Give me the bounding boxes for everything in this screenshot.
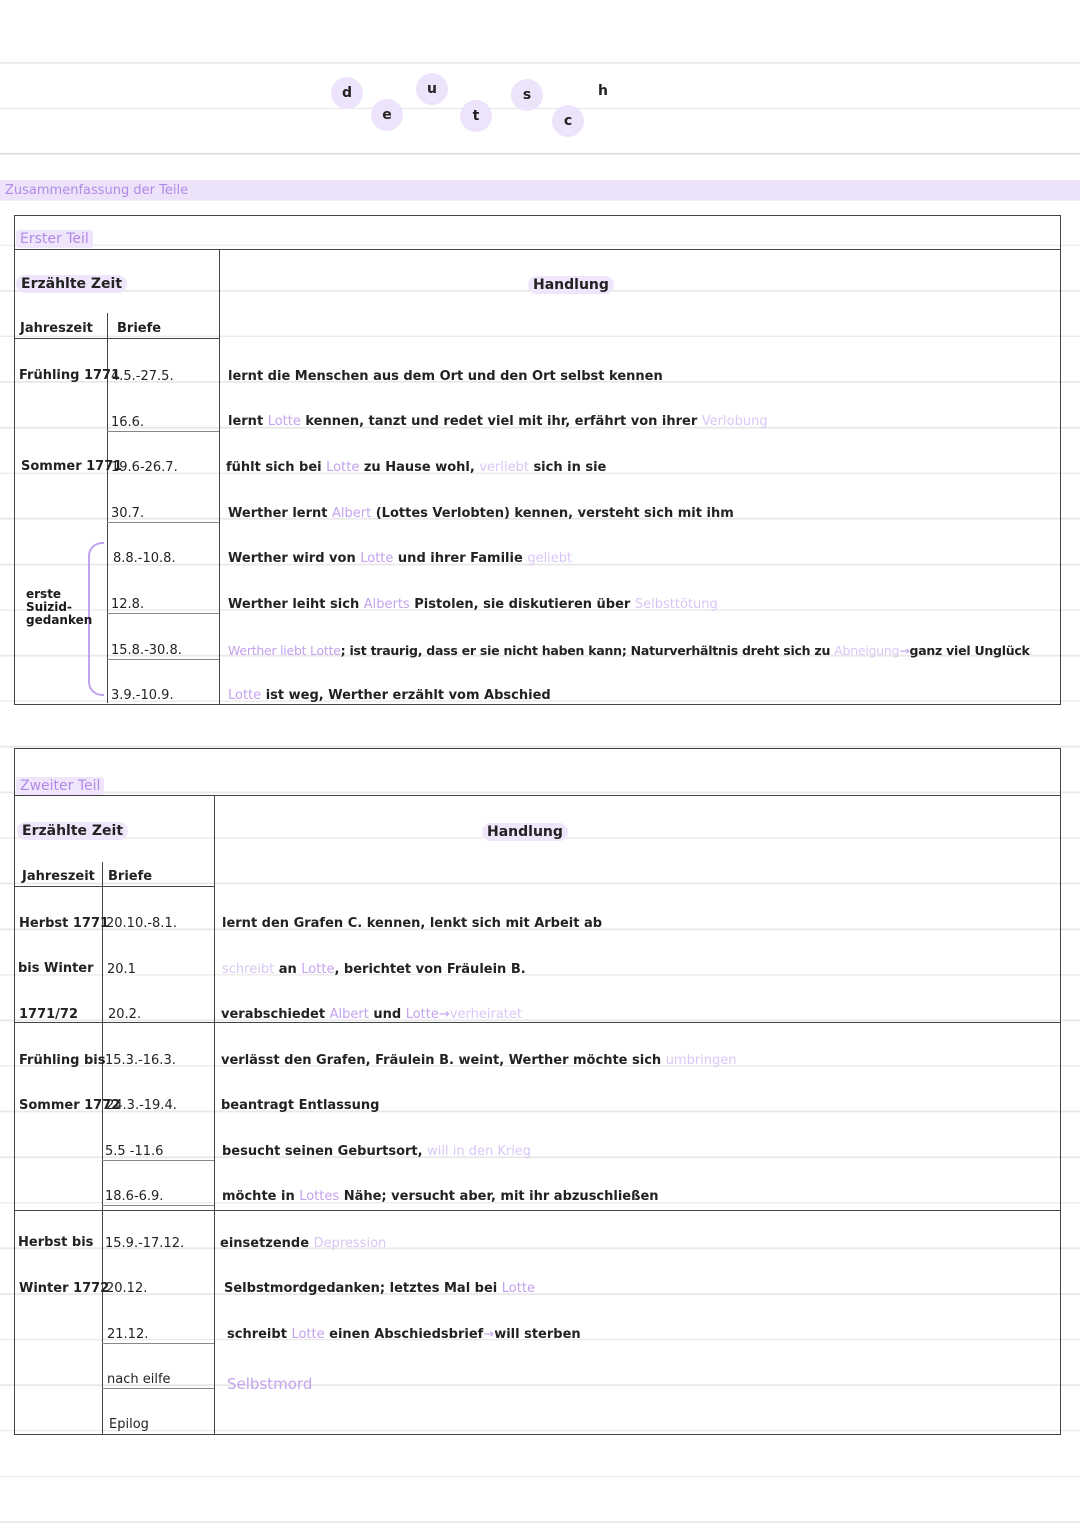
action-highlight: Lottes xyxy=(299,1189,340,1204)
action-highlight: Lotte xyxy=(291,1327,325,1342)
action-text: an xyxy=(274,962,302,977)
action-text: verlässt den Grafen, Fräulein B. weint, Werther möchte sich xyxy=(221,1053,666,1068)
part1-row-action xyxy=(228,643,1030,658)
action-text: , berichtet von Fräulein B. xyxy=(334,962,526,977)
part2-season: Herbst 1771 xyxy=(19,916,110,931)
part2-row-action xyxy=(221,1098,379,1113)
summary-banner-label: Zusammenfassung der Teile xyxy=(5,183,189,198)
part2-row-action xyxy=(221,1007,522,1022)
action-text: einsetzende xyxy=(220,1236,314,1251)
part1-row-action xyxy=(228,597,718,612)
suicide-thoughts-note xyxy=(26,588,92,627)
action-text: und ihrer Familie xyxy=(393,551,528,566)
action-text: kennen, tanzt und redet viel mit ihr, erfährt von ihrer xyxy=(300,414,702,429)
part2-date-rule xyxy=(102,1388,214,1389)
action-highlight: Werther liebt Lotte xyxy=(228,643,341,658)
part2-row-date: Epilog xyxy=(109,1417,149,1432)
part1-row-date: 16.6. xyxy=(111,415,145,430)
action-text: Selbstmordgedanken; letztes Mal bei xyxy=(224,1281,502,1296)
action-highlight: Depression xyxy=(313,1236,387,1251)
action-highlight: Verlobung xyxy=(701,414,768,429)
action-highlight: Albert xyxy=(332,506,372,521)
part2-group-line xyxy=(14,1022,1060,1023)
part2-col-season: Jahreszeit xyxy=(22,869,95,884)
part1-right-header: Handlung xyxy=(528,276,614,294)
part2-right-header: Handlung xyxy=(482,823,568,841)
part2-row-action xyxy=(227,1375,312,1393)
part2-row-date: 20.10.-8.1. xyxy=(106,916,177,931)
part1-row-action xyxy=(228,506,734,521)
part1-row-action xyxy=(228,551,572,566)
action-highlight: Lotte xyxy=(360,551,394,566)
part1-date-rule xyxy=(107,431,219,432)
summary-banner xyxy=(0,180,1080,200)
part1-left-header: Erzählte Zeit xyxy=(16,275,127,293)
action-highlight: schreibt xyxy=(222,962,275,977)
part2-row-date: 21.12. xyxy=(107,1327,149,1342)
action-text: möchte in xyxy=(222,1189,300,1204)
part2-row-date: nach eilfe xyxy=(107,1372,171,1387)
part2-row-action xyxy=(220,1236,386,1251)
part2-row-date: 5.5 -11.6 xyxy=(105,1144,164,1159)
action-highlight: Albert xyxy=(329,1007,369,1022)
action-highlight: Lotte xyxy=(405,1007,439,1022)
action-text: Werther lernt xyxy=(228,506,333,521)
top-rule xyxy=(0,153,1080,154)
arrow-icon: → xyxy=(483,1327,495,1342)
part2-season-divider xyxy=(102,862,103,1434)
part2-row-date: 20.1 xyxy=(107,962,136,977)
part2-left-header: Erzählte Zeit xyxy=(17,822,128,840)
action-text: Nähe; versucht aber, mit ihr abzuschließen xyxy=(339,1189,659,1204)
part1-row-date: 8.8.-10.8. xyxy=(113,551,176,566)
part2-column-divider xyxy=(214,795,215,1434)
part2-season: Winter 1772 xyxy=(19,1281,110,1296)
part1-season-summer: Sommer 1771 xyxy=(21,459,123,474)
part1-colheader-line xyxy=(14,338,219,339)
part1-date-rule xyxy=(107,613,219,614)
action-highlight: Alberts xyxy=(363,597,410,612)
action-text: lernt den Grafen C. kennen, lenkt sich mit Arbeit ab xyxy=(222,916,603,931)
action-text: schreibt xyxy=(227,1327,292,1342)
part1-col-season: Jahreszeit xyxy=(20,321,93,336)
action-highlight: umbringen xyxy=(665,1053,737,1068)
action-text: ganz viel Unglück xyxy=(909,643,1030,658)
action-text: einen Abschiedsbrief xyxy=(324,1327,484,1342)
action-text: ist weg, Werther erzählt vom Abschied xyxy=(261,688,551,703)
part2-row-action xyxy=(222,1144,531,1159)
action-highlight: Abneigung xyxy=(834,643,900,658)
action-highlight: Lotte xyxy=(267,414,301,429)
part1-col-letters: Briefe xyxy=(117,321,162,336)
part1-header-line xyxy=(14,249,1060,250)
action-highlight: verliebt xyxy=(479,460,529,475)
part2-row-action xyxy=(222,1189,659,1204)
part1-column-divider xyxy=(219,249,220,704)
action-text: Pistolen, sie diskutieren über xyxy=(409,597,635,612)
suicide-note-line: gedanken xyxy=(26,613,93,627)
part2-colheader-line xyxy=(14,886,214,887)
part2-row-date: 24.3.-19.4. xyxy=(106,1098,177,1113)
action-text: will sterben xyxy=(494,1327,581,1342)
action-text: (Lottes Verlobten) kennen, versteht sich mit ihm xyxy=(371,506,734,521)
action-highlight: Lotte xyxy=(301,962,335,977)
part2-season: Herbst bis xyxy=(18,1235,94,1250)
arrow-icon: → xyxy=(899,643,910,658)
title-letter-c: c xyxy=(552,105,584,137)
arrow-icon: → xyxy=(438,1007,450,1022)
title-letter-e: e xyxy=(371,99,403,131)
action-text: sich in sie xyxy=(528,460,607,475)
action-text: ; ist traurig, dass er sie nicht haben kann; Naturverhältnis dreht sich zu xyxy=(340,643,835,658)
action-highlight: geliebt xyxy=(527,551,573,566)
part1-row-action xyxy=(228,414,768,429)
part1-row-action xyxy=(228,369,663,384)
part2-row-date: 20.12. xyxy=(106,1281,148,1296)
part2-row-date: 15.9.-17.12. xyxy=(105,1236,185,1251)
part1-date-rule xyxy=(107,659,219,660)
title-letter-h: h xyxy=(598,83,608,99)
part1-date-rule xyxy=(107,522,219,523)
part2-title: Zweiter Teil xyxy=(16,777,104,795)
title-letter-t: t xyxy=(460,100,492,132)
action-text: und xyxy=(368,1007,406,1022)
action-text: verabschiedet xyxy=(221,1007,330,1022)
part2-season: Sommer 1772 xyxy=(19,1098,121,1113)
part2-row-date: 15.3.-16.3. xyxy=(105,1053,176,1068)
title-letter-s: s xyxy=(511,79,543,111)
action-highlight: verheiratet xyxy=(449,1007,522,1022)
part1-row-date: 30.7. xyxy=(111,506,145,521)
action-highlight: Lotte xyxy=(326,460,360,475)
action-text: Werther leiht sich xyxy=(228,597,364,612)
action-highlight: will in den Krieg xyxy=(427,1144,532,1159)
part1-row-date: 15.8.-30.8. xyxy=(111,643,182,658)
action-text: fühlt sich bei xyxy=(226,460,327,475)
action-text: lernt xyxy=(228,414,268,429)
action-text: zu Hause wohl, xyxy=(359,460,480,475)
suicide-note-line: Suizid- xyxy=(26,600,72,614)
part2-season: Frühling bis xyxy=(19,1053,106,1068)
action-text: beantragt Entlassung xyxy=(221,1098,380,1113)
part2-row-action xyxy=(224,1281,535,1296)
title-letter-u: u xyxy=(416,73,448,105)
part2-row-action xyxy=(227,1327,581,1342)
part1-row-date: 19.6-26.7. xyxy=(111,460,178,475)
action-highlight: Selbstmord xyxy=(227,1375,313,1393)
title-letter-d: d xyxy=(331,77,363,109)
part1-season-spring: Frühling 1771 xyxy=(19,368,121,383)
part1-row-date: 3.9.-10.9. xyxy=(111,688,174,703)
suicide-note-line: erste xyxy=(26,587,62,601)
part1-row-date: 4.5.-27.5. xyxy=(111,369,174,384)
part2-season: 1771/72 xyxy=(19,1007,79,1022)
action-highlight: Selbsttötung xyxy=(634,597,718,612)
action-highlight: Lotte xyxy=(228,688,262,703)
part1-title: Erster Teil xyxy=(16,230,93,248)
part1-row-action xyxy=(228,688,551,703)
part2-season: bis Winter xyxy=(18,961,94,976)
part1-row-action xyxy=(226,460,606,475)
action-text: besucht seinen Geburtsort, xyxy=(222,1144,428,1159)
part2-date-rule xyxy=(102,1160,214,1161)
part2-group-line xyxy=(14,1210,1060,1211)
part2-col-letters: Briefe xyxy=(108,869,153,884)
part2-row-action xyxy=(222,962,526,977)
part2-row-date: 18.6-6.9. xyxy=(105,1189,164,1204)
action-text: lernt die Menschen aus dem Ort und den Ort selbst kennen xyxy=(228,369,663,384)
action-highlight: Lotte xyxy=(501,1281,535,1296)
part2-row-action xyxy=(222,916,602,931)
part2-date-rule xyxy=(102,1205,214,1206)
part2-header-line xyxy=(14,795,1060,796)
action-text: Werther wird von xyxy=(228,551,361,566)
part2-date-rule xyxy=(102,1343,214,1344)
part1-row-date: 12.8. xyxy=(111,597,145,612)
part2-row-action xyxy=(221,1053,737,1068)
part2-row-date: 20.2. xyxy=(108,1007,142,1022)
